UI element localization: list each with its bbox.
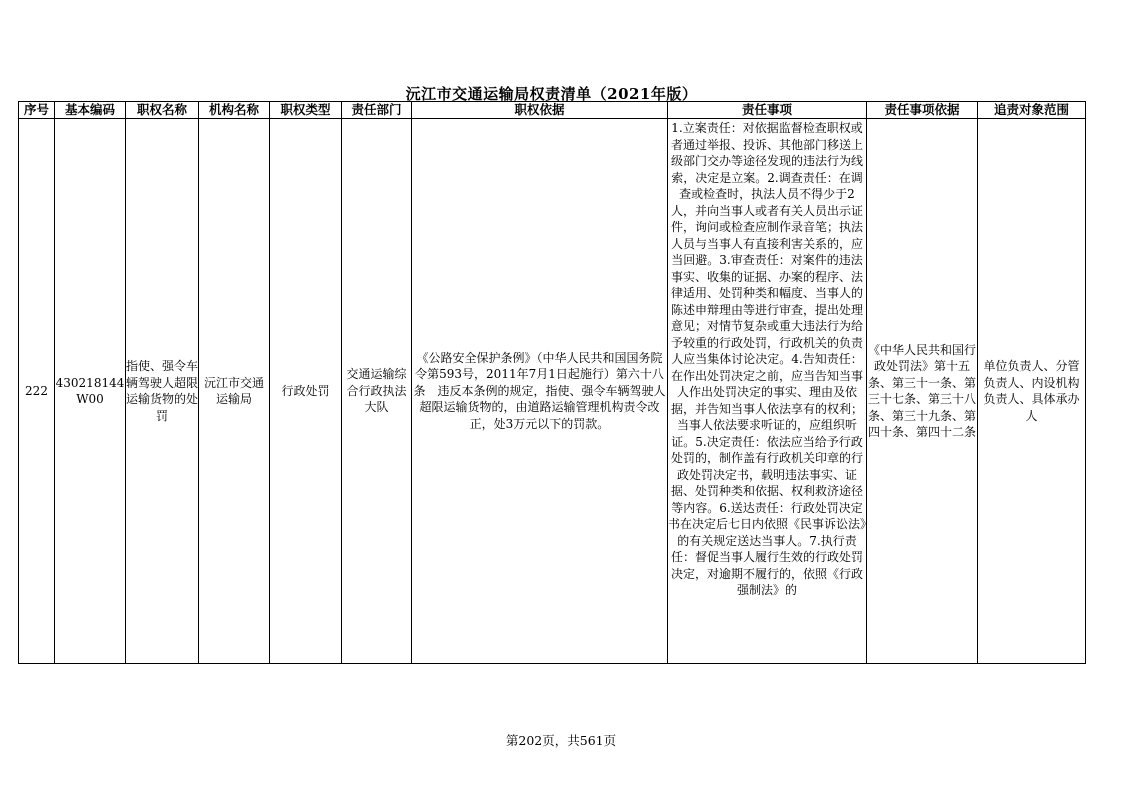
power-responsibility-table xyxy=(18,101,1086,664)
header-power-name: 职权名称 xyxy=(126,102,199,119)
cell-power-type: 行政处罚 xyxy=(270,119,342,664)
cell-power-name: 指使、强令车辆驾驶人超限运输货物的处罚 xyxy=(126,119,199,664)
header-responsibilities: 责任事项 xyxy=(668,102,867,119)
page-footer: 第202页，共561页 xyxy=(505,733,617,748)
header-org-name: 机构名称 xyxy=(199,102,270,119)
header-row xyxy=(19,102,1086,119)
header-power-type: 职权类型 xyxy=(270,102,342,119)
cell-responsibilities xyxy=(668,119,867,664)
document-title: 沅江市交通运输局权责清单（2021年版） xyxy=(405,85,698,103)
cell-org-name: 沅江市交通运输局 xyxy=(199,119,270,664)
header-seq: 序号 xyxy=(19,102,55,119)
header-department: 责任部门 xyxy=(342,102,412,119)
header-code: 基本编码 xyxy=(55,102,126,119)
cell-department: 交通运输综合行政执法大队 xyxy=(342,119,412,664)
cell-resp-basis: 《中华人民共和国行政处罚法》第十五条、第三十一条、第三十七条、第三十八条、第三十九条、第四十条、第四十二条 xyxy=(867,119,978,664)
cell-basis: 《公路安全保护条例》（中华人民共和国国务院令第593号，2011年7月1日起施行）第六十八条 违反本条例的规定，指使、强令车辆驾驶人超限运输货物的，由道路运输管理机构责令改正，处3万元以下的罚款。 xyxy=(412,119,668,664)
header-resp-basis: 责任事项依据 xyxy=(867,102,978,119)
cell-code: 430218144W00 xyxy=(55,119,126,664)
header-basis: 职权依据 xyxy=(412,102,668,119)
table-row xyxy=(19,119,1086,664)
header-accountability: 追责对象范围 xyxy=(978,102,1086,119)
responsibilities-text: 1.立案责任：对依据监督检查职权或者通过举报、投诉、其他部门移送上级部门交办等途径发现的违法行为线索，决定是立案。2.调查责任：在调查或检查时，执法人员不得少于2人，并向当事人或者有关人员出示证件，询问或检查应制作录音笔；执法人员与当事人有直接利害关系的，应当回避。3.审查责任：对案件的违法事实、收集的证据、办案的程序、法律适用、处罚种类和幅度、当事人的陈述申辩理由等进行审查，提出处理意见；对情节复杂或重大违法行为给予较重的行政处罚，行政机关的负责人应当集体讨论决定。4.告知责任：在作出处罚决定之前，应当告知当事人作出处罚决定的事实、理由及依据，并告知当事人依法享有的权利；当事人依法要求听证的，应组织听证。5.决定责任：依法应当给予行政处罚的，制作盖有行政机关印章的行政处罚决定书，载明违法事实、证据、处罚种类和依据、权利救济途径等内容。6.送达责任：行政处罚决定书在决定后七日内依照《民事诉讼法》的有关规定送达当事人。7.执行责任：督促当事人履行生效的行政处罚决定，对逾期不履行的，依照《行政强制法》的 xyxy=(668,121,866,597)
cell-seq: 222 xyxy=(19,119,55,664)
cell-accountability: 单位负责人、分管负责人、内设机构负责人、具体承办人 xyxy=(978,119,1086,664)
